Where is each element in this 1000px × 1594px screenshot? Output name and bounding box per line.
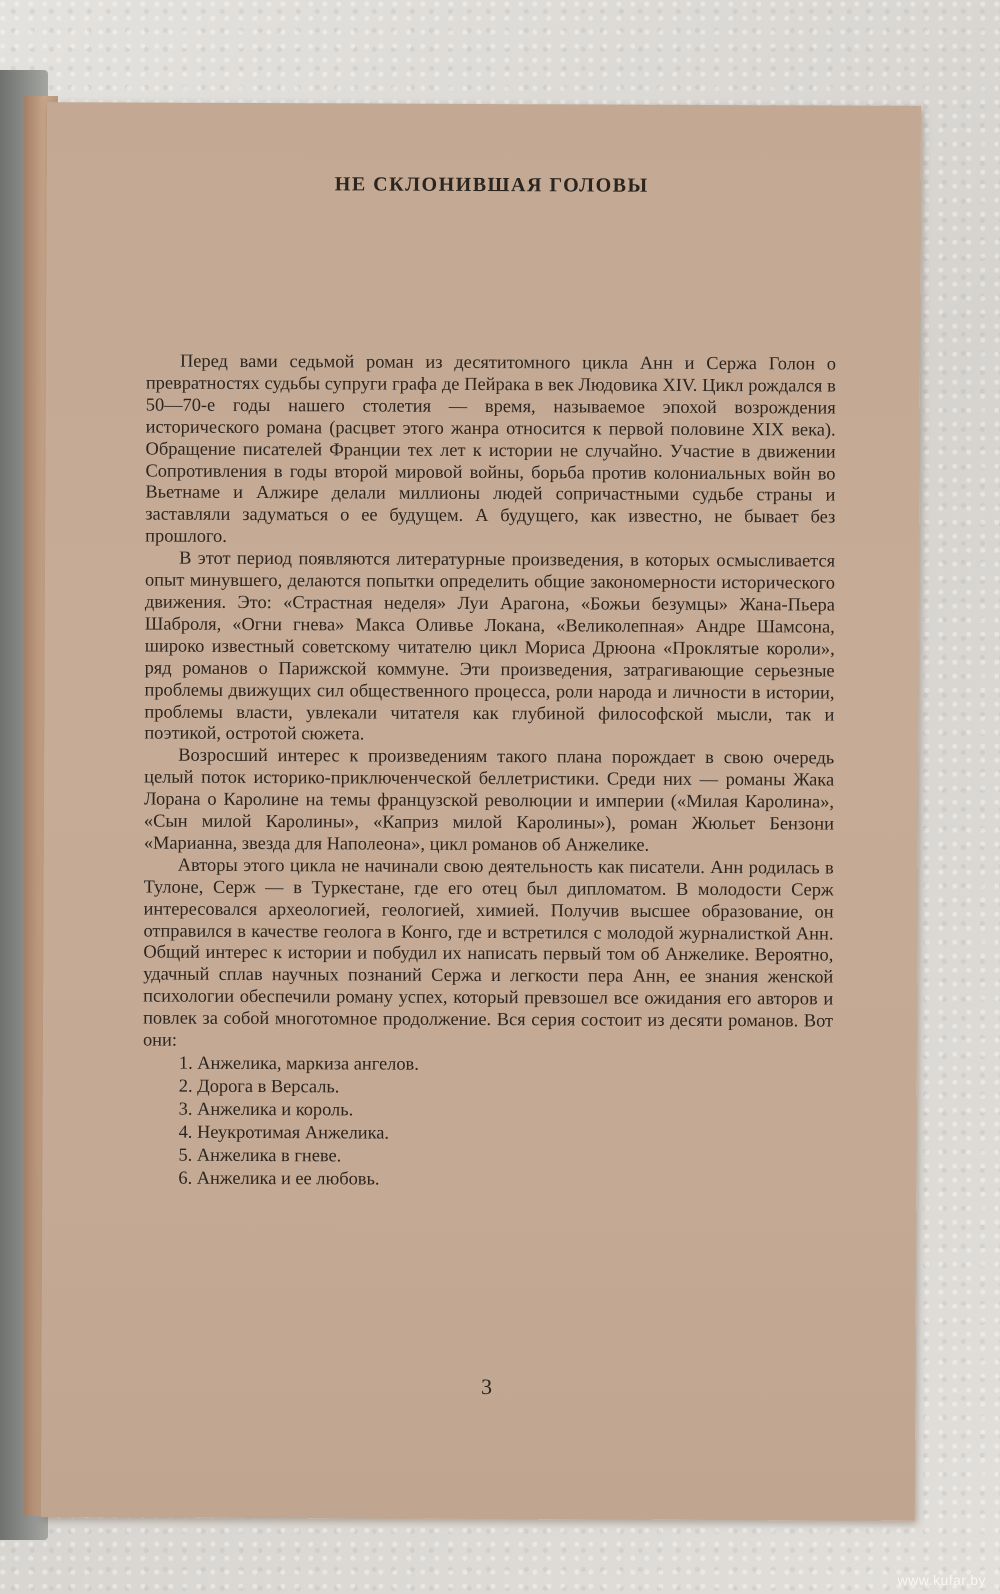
book-page: [41, 102, 921, 1521]
paragraph-3: Возросший интерес к произведениям такого плана порождает в свою очередь целый поток историко-приключенческой беллетристики. Среди них — романы Жака Лорана о Каролине на темы французской революции и империи («Милая Каролина», «Сын милой Каролины», «Каприз милой Каролины»), роман Жюльет Бензони «Марианна, звезда для Наполеона», цикл романов об Анжелике.: [143, 744, 835, 855]
watermark: www.kufar.by: [897, 1572, 986, 1588]
list-item: 3. Анжелика и король.: [178, 1098, 354, 1120]
chapter-title: НЕ СКЛОНИВШАЯ ГОЛОВЫ: [334, 173, 649, 197]
novel-list: [142, 1052, 833, 1193]
page-number: 3: [480, 1374, 493, 1400]
paragraph-4: Авторы этого цикла не начинали свою деятельность как писатели. Анн родилась в Тулоне, Серж — в Туркестане, где его отец был дипломатом. В молодости Серж интересовался археологией, геологией, химией. Получив высшее образование, он отправился в качестве геолога в Конго, где и встретился с молодой журналисткой Анн. Общий интерес к истории и побудил их написать первый том об Анжелике. Вероятно, удачный сплав научных познаний Сержа и легкости пера Анн, ее знания женской психологии обеспечили роману успех, который превзошел все ожидания его авторов и повлек за собой многотомное продолжение. Вся серия состоит из десяти романов. Вот они:: [142, 854, 834, 1050]
paragraph-2: В этот период появляются литературные произведения, в которых осмысливается опыт минувшего, делаются попытки определить общие закономерности исторического движения. Это: «Страстная неделя» Луи Арагона, «Божьи безумцы» Жана-Пьера Шаброля, «Огни гнева» Макса Оливье Локана, «Великолепная» Андре Шамсона, широко известный советскому читателю цикл Мориса Дрюона «Проклятые короли», ряд романов о Парижской коммуне. Эти произведения, затрагивающие серьезные проблемы движущих сил общественного процесса, роли народа и личности в истории, проблемы власти, увлекали читателя как глубиной философской мысли, так и поэтикой, остротой сюжета.: [144, 547, 836, 744]
list-item: 6. Анжелика и ее любовь.: [178, 1167, 380, 1189]
page-body: [142, 351, 836, 1193]
list-item: 4. Неукротимая Анжелика.: [178, 1121, 390, 1143]
list-item: 2. Дорога в Версаль.: [178, 1075, 340, 1097]
paragraph-1: Перед вами седьмой роман из десятитомного цикла Анн и Сержа Голон о превратностях судьбы супруги графа де Пейрака в век Людовика XIV. Цикл рождался в 50—70-е годы нашего столетия — время, называемое эпохой возрождения исторического романа (расцвет этого жанра относится к первой половине XIX века). Обращение писателей Франции тех лет к истории не случайно. Участие в движении Сопротивления в годы второй мировой войны, борьба против колониальных войн во Вьетнаме и Алжире делали миллионы людей сопричастными судьбе страны и заставляли задуматься о ее будущем. А будущего, как известно, не бывает без прошлого.: [145, 350, 837, 547]
list-item: 1. Анжелика, маркиза ангелов.: [178, 1052, 419, 1074]
page-content: [142, 103, 837, 1400]
list-item: 5. Анжелика в гневе.: [178, 1144, 342, 1166]
